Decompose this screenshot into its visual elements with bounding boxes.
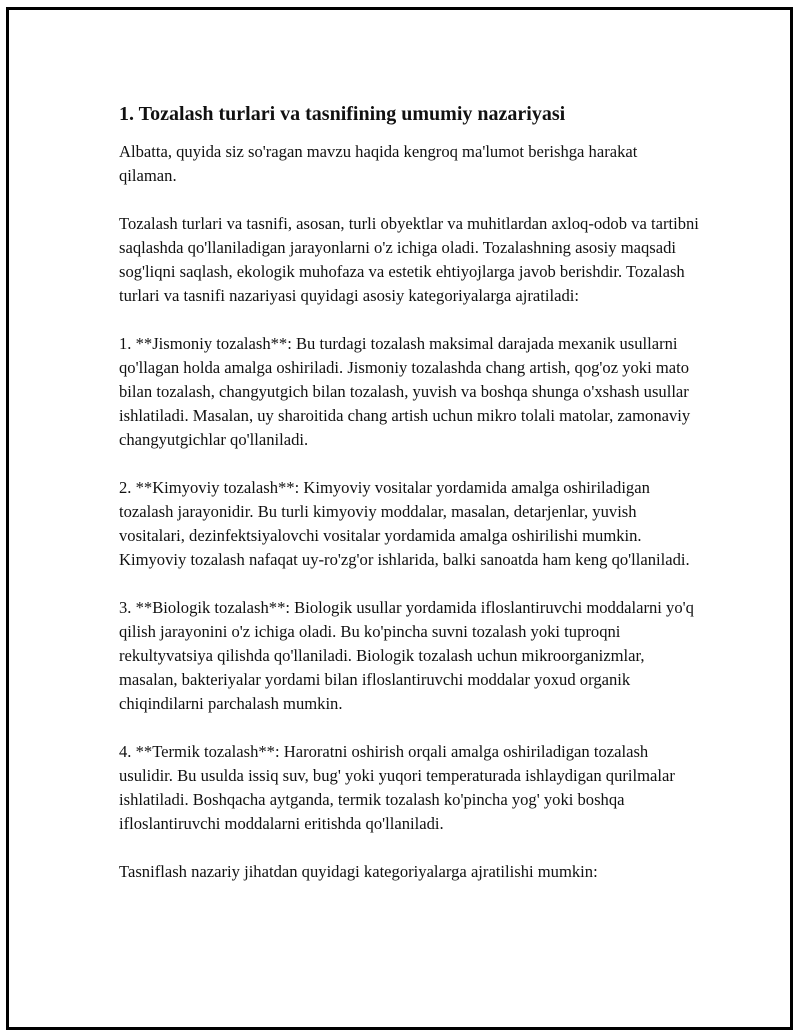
thermal-cleaning-paragraph: 4. **Termik tozalash**: Haroratni oshirish orqali amalga oshiriladigan tozalash usulidir. Bu usulda issiq suv, bug' yoki yuqori temperaturada ishlaydigan qurilmalar ishlatiladi. Boshqacha aytganda, termik tozalash ko'pincha yog' yoki boshqa ifloslantiruvchi moddalarni eritishda qo'llaniladi.	[119, 742, 675, 833]
classification-paragraph: Tasniflash nazariy jihatdan quyidagi kategoriyalarga ajratilishi mumkin:	[119, 862, 598, 881]
document-body	[119, 102, 699, 908]
biological-cleaning-paragraph: 3. **Biologik tozalash**: Biologik usullar yordamida ifloslantiruvchi moddalarni yo'q qilish jarayonini o'z ichiga oladi. Bu ko'pincha suvni tozalash yoki tuproqni rekultyvatsiya qilishda qo'llaniladi. Biologik tozalash uchun mikroorganizmlar, masalan, bakteriyalar yordami bilan ifloslantiruvchi moddalar yoxud organik chiqindilarni parchalash mumkin.	[119, 598, 694, 713]
page-frame	[6, 7, 793, 1030]
intro-paragraph: Albatta, quyida siz so'ragan mavzu haqida kengroq ma'lumot berishga harakat qilaman.	[119, 142, 638, 185]
chemical-cleaning-paragraph: 2. **Kimyoviy tozalash**: Kimyoviy vositalar yordamida amalga oshiriladigan tozalash jarayonidir. Bu turli kimyoviy moddalar, masalan, detarjenlar, yuvish vositalari, dezinfektsiyalovchi vositalar yordamida amalga oshirilishi mumkin. Kimyoviy tozalash nafaqat uy-ro'zg'or ishlarida, balki sanoatda ham keng qo'llaniladi.	[119, 478, 690, 569]
overview-paragraph: Tozalash turlari va tasnifi, asosan, turli obyektlar va muhitlardan axloq-odob va tartibni saqlashda qo'llaniladigan jarayonlarni o'z ichiga oladi. Tozalashning asosiy maqsadi sog'liqni saqlash, ekologik muhofaza va estetik ehtiyojlarga javob berishdir. Tozalash turlari va tasnifi nazariyasi quyidagi asosiy kategoriyalarga ajratiladi:	[119, 214, 699, 305]
document-title: 1. Tozalash turlari va tasnifining umumiy nazariyasi	[119, 103, 566, 125]
physical-cleaning-paragraph: 1. **Jismoniy tozalash**: Bu turdagi tozalash maksimal darajada mexanik usullarni qo'llagan holda amalga oshiriladi. Jismoniy tozalashda chang artish, qog'oz yoki mato bilan tozalash, changyutgich bilan tozalash, yuvish va boshqa shunga o'xshash usullar ishlatiladi. Masalan, uy sharoitida chang artish uchun mikro tolali matolar, zamonaviy changyutgichlar qo'llaniladi.	[119, 334, 691, 449]
